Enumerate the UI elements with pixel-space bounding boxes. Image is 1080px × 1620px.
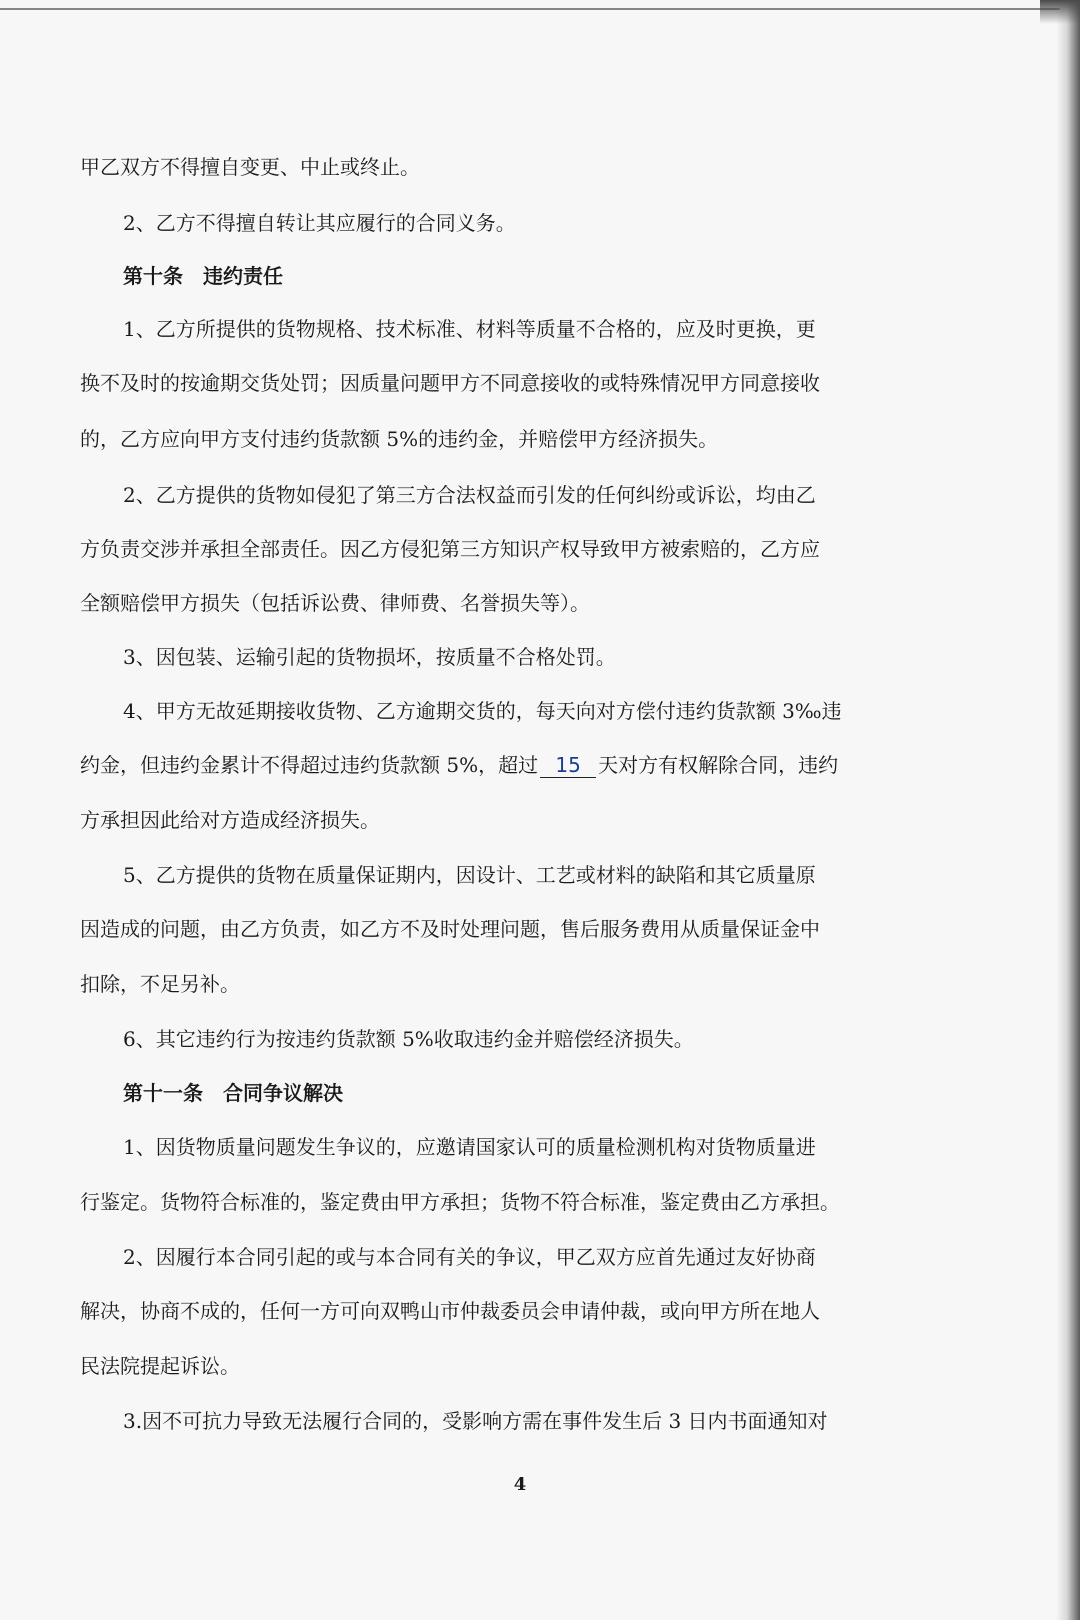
- dispute-item-2: 2、因履行本合同引起的或与本合同有关的争议，甲乙双方应首先通过友好协商: [123, 1245, 816, 1269]
- article-11-heading: 第十一条 合同争议解决: [123, 1081, 343, 1105]
- contract-page: [80, 138, 940, 1448]
- breach-item-3: 3、因包装、运输引起的货物损坏，按质量不合格处罚。: [123, 645, 616, 669]
- text-line: 方负责交涉并承担全部责任。因乙方侵犯第三方知识产权导致甲方被索赔的，乙方应: [80, 537, 820, 561]
- text-line: 甲乙双方不得擅自变更、中止或终止。: [80, 155, 420, 179]
- penalty-text-before: 约金，但违约金累计不得超过违约货款额 5%，超过: [80, 753, 539, 777]
- handwritten-days-field: 15: [540, 753, 596, 778]
- article-10-heading: 第十条 违约责任: [123, 264, 283, 288]
- scan-top-edge: [0, 8, 1060, 10]
- penalty-line: [80, 738, 940, 792]
- clause-item-2: 2、乙方不得擅自转让其应履行的合同义务。: [123, 211, 516, 235]
- text-line: 的，乙方应向甲方支付违约货款额 5%的违约金，并赔偿甲方经济损失。: [80, 427, 719, 451]
- text-line: 扣除，不足另补。: [80, 972, 240, 996]
- scan-corner-shadow: [1040, 0, 1080, 24]
- breach-item-6: 6、其它违约行为按违约货款额 5%收取违约金并赔偿经济损失。: [123, 1027, 694, 1051]
- dispute-item-3: 3.因不可抗力导致无法履行合同的，受影响方需在事件发生后 3 日内书面通知对: [123, 1409, 828, 1433]
- dispute-item-1: 1、因货物质量问题发生争议的，应邀请国家认可的质量检测机构对货物质量进: [123, 1135, 816, 1159]
- text-line: 因造成的问题，由乙方负责，如乙方不及时处理问题，售后服务费用从质量保证金中: [80, 917, 820, 941]
- text-line: 全额赔偿甲方损失（包括诉讼费、律师费、名誉损失等）。: [80, 591, 590, 615]
- page-number: 4: [513, 1474, 527, 1495]
- scan-right-edge: [1056, 0, 1080, 1620]
- breach-item-2: 2、乙方提供的货物如侵犯了第三方合法权益而引发的任何纠纷或诉讼，均由乙: [123, 483, 816, 507]
- text-line: 解决，协商不成的，任何一方可向双鸭山市仲裁委员会申请仲裁，或向甲方所在地人: [80, 1299, 820, 1323]
- breach-item-4: 4、甲方无故延期接收货物、乙方逾期交货的，每天向对方偿付违约货款额 3‰违: [123, 699, 842, 723]
- text-line: 行鉴定。货物符合标准的，鉴定费由甲方承担；货物不符合标准，鉴定费由乙方承担。: [80, 1190, 840, 1214]
- text-line: 方承担因此给对方造成经济损失。: [80, 808, 380, 832]
- breach-item-5: 5、乙方提供的货物在质量保证期内，因设计、工艺或材料的缺陷和其它质量原: [123, 863, 816, 887]
- penalty-text-after: 天对方有权解除合同，违约: [598, 753, 839, 777]
- breach-item-1: 1、乙方所提供的货物规格、技术标准、材料等质量不合格的，应及时更换，更: [123, 317, 816, 341]
- text-line: 换不及时的按逾期交货处罚；因质量问题甲方不同意接收的或特殊情况甲方同意接收: [80, 371, 820, 395]
- text-line: 民法院提起诉讼。: [80, 1354, 240, 1378]
